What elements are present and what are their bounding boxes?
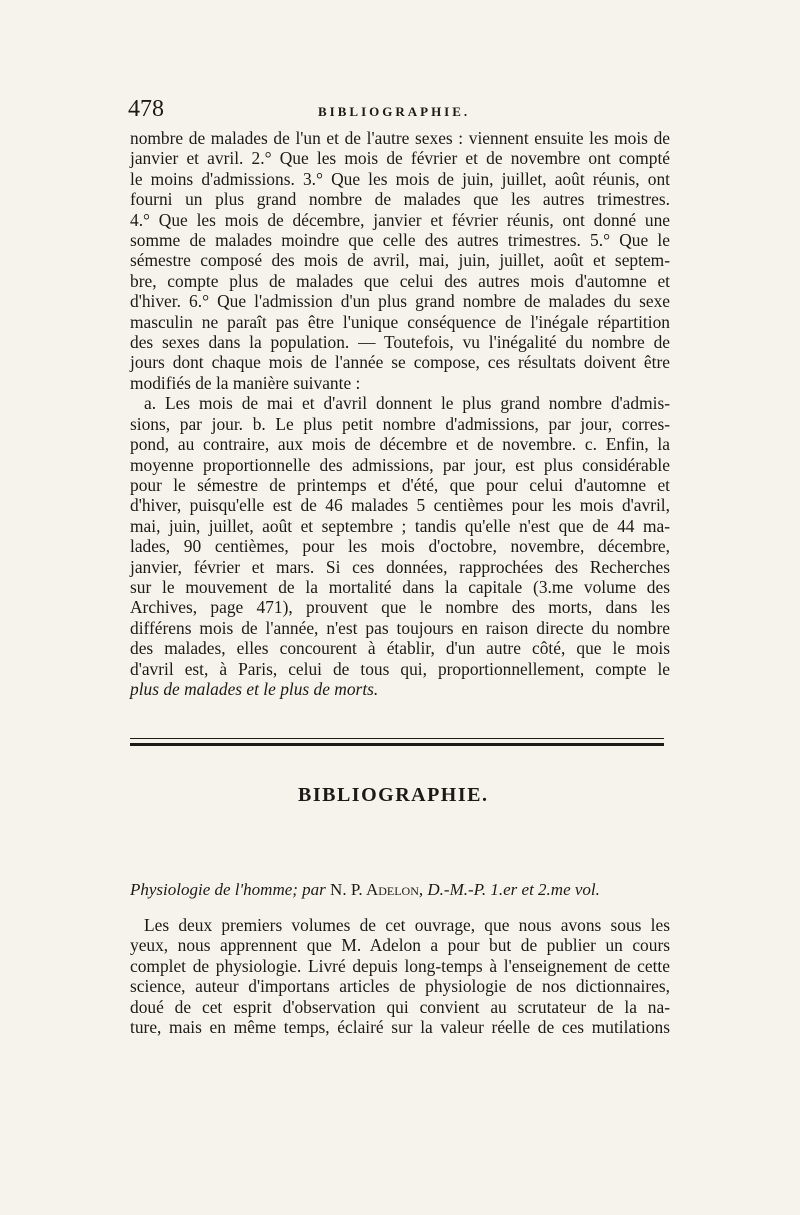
text-line: bre, compte plus de malades que celui des autres mois d'automne et — [130, 270, 670, 291]
text-line: fourni un plus grand nombre de malades que les autres trimestres. — [130, 189, 670, 210]
thick-rule — [130, 743, 664, 746]
text-line: masculin ne paraît pas être l'unique conséquence de l'inégale répartition — [130, 311, 670, 332]
text-line: 4.° Que les mois de décembre, janvier et février réunis, ont donné une — [130, 209, 670, 230]
section-title: BIBLIOGRAPHIE. — [298, 784, 489, 806]
text-line: pond, au contraire, aux mois de décembre et de novembre. c. Enfin, la — [130, 434, 670, 455]
citation-details: , D.-M.-P. 1.er et 2.me vol. — [418, 880, 600, 899]
text-line: janvier, février et mars. Si ces données, rapprochées des Recherches — [130, 556, 670, 577]
text-line: des sexes dans la population. — Toutefois, vu l'inégalité du nombre de — [130, 332, 670, 353]
text-line: le moins d'admissions. 3.° Que les mois de juin, juillet, août réunis, ont — [130, 168, 670, 189]
text-line: lades, 90 centièmes, pour les mois d'octobre, novembre, décembre, — [130, 536, 670, 557]
text-line: d'hiver. 6.° Que l'admission d'un plus grand nombre de malades du sexe — [130, 291, 670, 312]
text-line: somme de malades moindre que celle des autres trimestres. 5.° Que le — [130, 230, 670, 251]
text-line: Archives, page 471), prouvent que le nombre des morts, dans les — [130, 597, 670, 618]
text-line: doué de cet esprit d'observation qui convient au scrutateur de la na- — [130, 996, 670, 1017]
text-line: science, auteur d'importans articles de physiologie de nos dictionnaires, — [130, 976, 670, 997]
citation-author: N. P. Adelon — [330, 880, 419, 899]
thin-rule — [130, 738, 664, 739]
statistics-paragraph — [130, 128, 670, 393]
text-line: a. Les mois de mai et d'avril donnent le plus grand nombre d'admis- — [144, 393, 670, 414]
text-line: nombre de malades de l'un et de l'autre sexes : viennent ensuite les mois de — [130, 128, 670, 148]
text-line: des malades, elles concourent à établir, d'un autre côté, que le mois — [130, 638, 670, 659]
text-line: d'hiver, puisqu'elle est de 46 malades 5 centièmes pour les mois d'avril, — [130, 495, 670, 516]
text-line: mai, juin, juillet, août et septembre ; tandis qu'elle n'est que de 44 ma- — [130, 515, 670, 536]
text-line: sémestre composé des mois de avril, mai, juin, juillet, août et septem- — [130, 250, 670, 271]
text-line: pour le sémestre de printemps et d'été, que pour celui d'automne et — [130, 474, 670, 495]
text-line: sur le mouvement de la mortalité dans la capitale (3.me volume des — [130, 576, 670, 597]
page-header — [128, 96, 668, 126]
text-line: Les deux premiers volumes de cet ouvrage, que nous avons sous les — [144, 915, 670, 935]
text-line: moyenne proportionnelle des admissions, par jour, est plus considérable — [130, 454, 670, 475]
text-line: sions, par jour. b. Le plus petit nombre d'admissions, par jour, corres- — [130, 413, 670, 434]
text-line: janvier et avril. 2.° Que les mois de février et de novembre ont compté — [130, 148, 670, 169]
book-citation — [130, 880, 670, 900]
upper-text-column — [130, 128, 670, 699]
text-line: différens mois de l'année, n'est pas toujours en raison directe du nombre — [130, 617, 670, 638]
section-divider — [130, 738, 664, 746]
review-text-column — [130, 915, 670, 1037]
text-line: complet de physiologie. Livré depuis long-temps à l'enseignement de cette — [130, 955, 670, 976]
page-number: 478 — [128, 96, 164, 122]
text-line: plus de malades et le plus de morts. — [130, 678, 379, 699]
review-paragraph — [130, 915, 670, 1037]
text-line: yeux, nous apprennent que M. Adelon a pour but de publier un cours — [130, 935, 670, 956]
citation-title: Physiologie de l'homme; par — [130, 880, 326, 899]
results-paragraph — [130, 393, 670, 699]
text-line: modifiés de la manière suivante : — [130, 372, 361, 393]
text-line: jours dont chaque mois de l'année se compose, ces résultats doivent être — [130, 352, 670, 373]
running-head: BIBLIOGRAPHIE. — [318, 104, 471, 119]
text-line: ture, mais en même temps, éclairé sur la valeur réelle de ces mutilations — [130, 1017, 670, 1038]
text-line: d'avril est, à Paris, celui de tous qui, proportionnellement, compte le — [130, 658, 670, 679]
